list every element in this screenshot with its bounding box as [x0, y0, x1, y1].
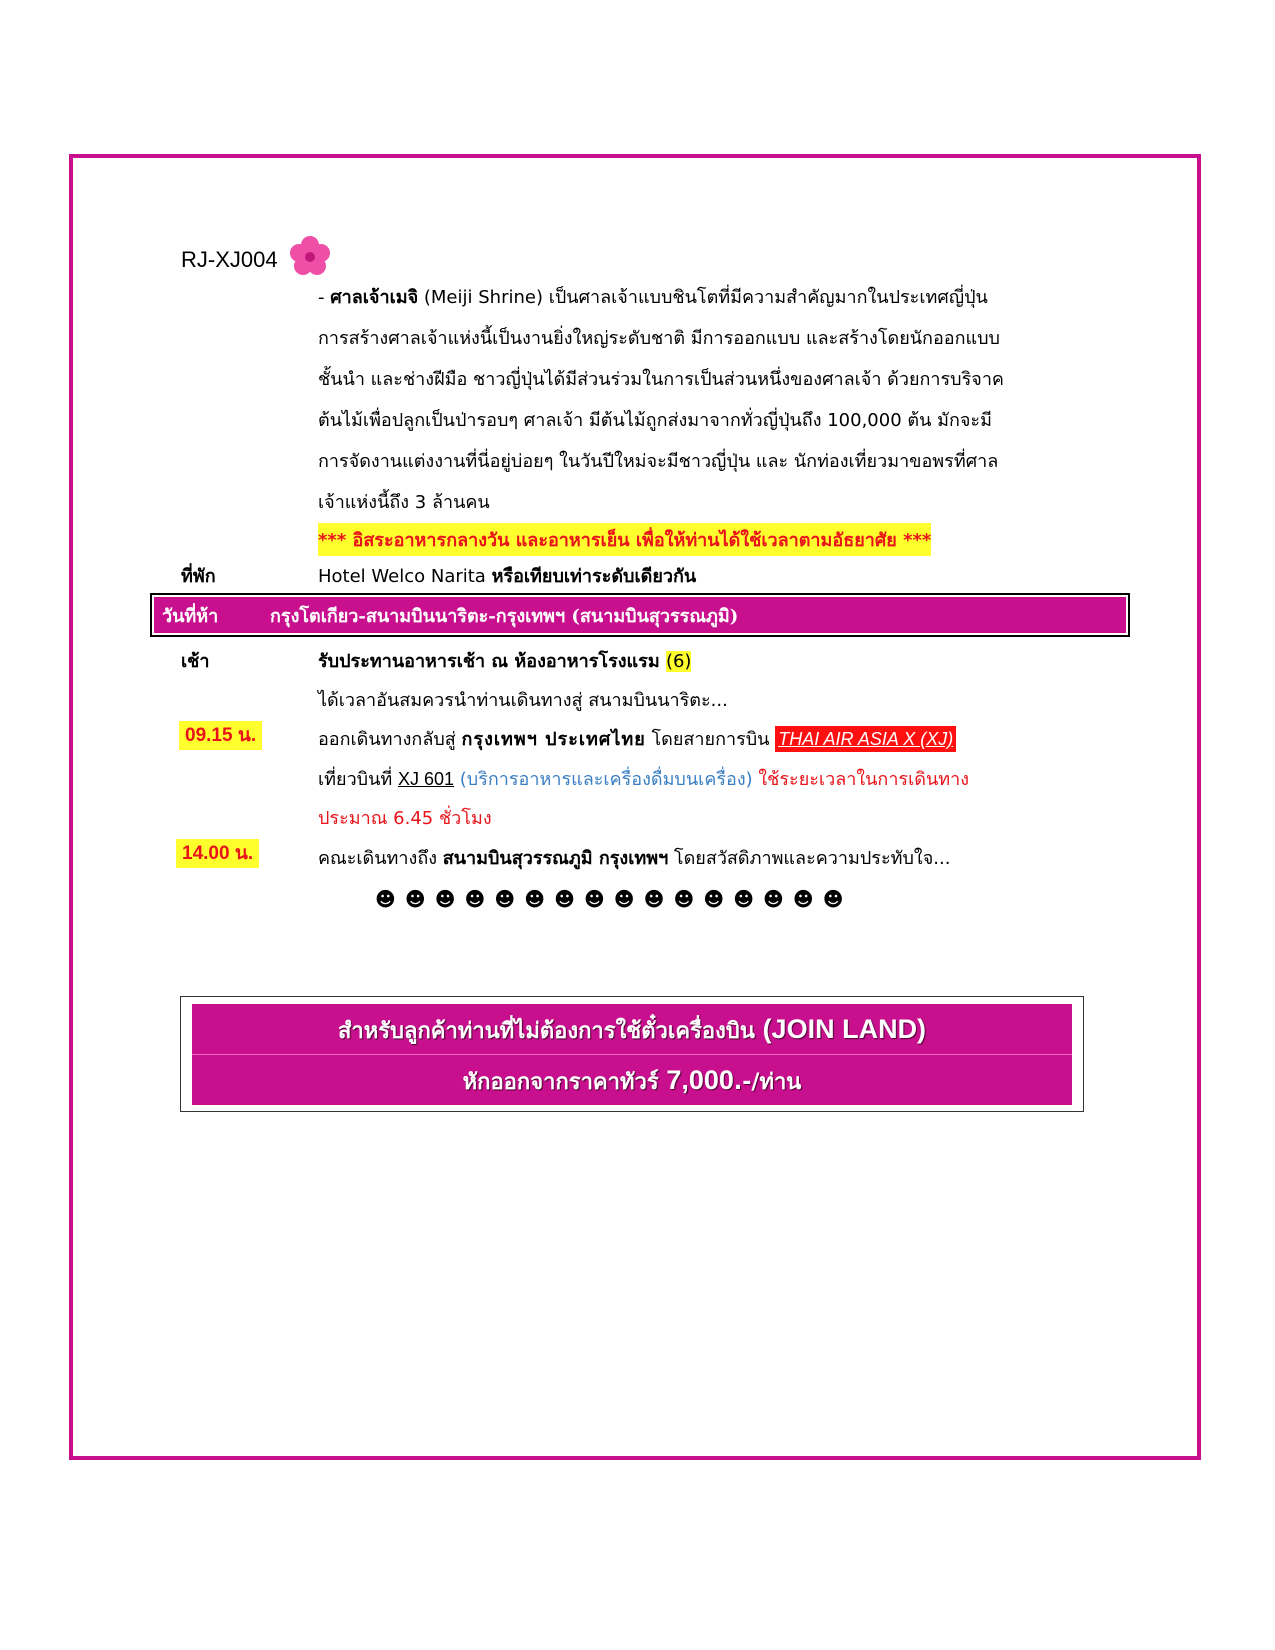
hotel-note: หรือเทียบเท่าระดับเดียวกัน: [491, 566, 697, 587]
flight-no-label: เที่ยวบินที่: [318, 769, 398, 790]
arrival-line: [318, 843, 950, 872]
flight-pre: ออกเดินทางกลับสู่: [318, 729, 462, 750]
price-label: หักออกจากราคาทัวร์: [462, 1070, 667, 1095]
price-suffix: .-/: [733, 1070, 760, 1095]
airline-name: THAI AIR ASIA X (XJ): [775, 726, 956, 752]
smiley-divider: ☻☻☻☻☻☻☻☻☻☻☻☻☻☻☻☻: [375, 887, 853, 911]
join-land-price: [192, 1054, 1072, 1105]
flight-time-wrap: [179, 720, 262, 750]
day-route: กรุงโตเกียว-สนามบินนาริตะ-กรุงเทพฯ (สนามบินสุวรรณภูมิ): [270, 605, 739, 627]
breakfast-meal-number: (6): [665, 651, 692, 672]
meiji-line: ต้นไม้เพื่อปลูกเป็นป่ารอบๆ ศาลเจ้า มีต้นไม้ถูกส่งมาจากทั่วญี่ปุ่นถึง 100,000 ต้น มักจะมี: [318, 410, 992, 431]
price-value: 7,000: [666, 1065, 734, 1095]
arrival-time-wrap: [176, 838, 259, 868]
breakfast-label: เช้า: [181, 651, 210, 672]
text-segment: (Meiji Shrine) เป็นศาลเจ้าแบบชินโตที่มีความสำคัญมากในประเทศญี่ปุ่น: [418, 287, 988, 308]
meiji-line: การสร้างศาลเจ้าแห่งนี้เป็นงานยิ่งใหญ่ระดับชาติ มีการออกแบบ และสร้างโดยนักออกแบบ: [318, 328, 1000, 349]
flight-service: (บริการอาหารและเครื่องดื่มบนเครื่อง): [454, 769, 753, 790]
price-unit: ท่าน: [759, 1070, 802, 1095]
breakfast-text: [318, 646, 691, 675]
join-land-label: (JOIN LAND): [762, 1014, 927, 1044]
join-land-box: [180, 996, 1084, 1112]
meiji-description: [318, 277, 1093, 523]
meiji-line: เจ้าแห่งนี้ถึง 3 ล้านคน: [318, 492, 490, 513]
hotel-name: Hotel Welco Narita: [318, 566, 492, 587]
flight-time: 09.15 น.: [179, 721, 262, 750]
arrival-place: สนามบินสุวรรณภูมิ กรุงเทพฯ: [442, 848, 669, 869]
flower-icon: [290, 236, 330, 276]
arrival-time: 14.00 น.: [176, 839, 259, 868]
free-meal-note: *** อิสระอาหารกลางวัน และอาหารเย็น เพื่อให้ท่านได้ใช้เวลาตามอัธยาศัย ***: [318, 523, 931, 556]
arrival-post: โดยสวัสดิภาพและความประทับใจ...: [668, 848, 951, 869]
flight-line-2: [318, 764, 969, 793]
day-header-bar: [154, 597, 1126, 633]
join-land-title: [192, 1004, 1072, 1054]
flight-destination: กรุงเทพฯ ประเทศไทย: [461, 729, 646, 750]
depart-note: ได้เวลาอันสมควรนำท่านเดินทางสู่ สนามบินนาริตะ...: [318, 690, 728, 711]
hotel-info: [318, 561, 696, 590]
flight-duration-b: ประมาณ 6.45 ชั่วโมง: [318, 808, 492, 829]
breakfast-desc: รับประทานอาหารเช้า ณ ห้องอาหารโรงแรม: [318, 651, 666, 672]
hotel-label: ที่พัก: [181, 566, 216, 587]
flight-mid: โดยสายการบิน: [645, 729, 776, 750]
arrival-pre: คณะเดินทางถึง: [318, 848, 443, 869]
meiji-line: [318, 277, 1093, 318]
tour-code: RJ-XJ004: [181, 247, 278, 272]
flight-duration-a: ใช้ระยะเวลาในการเดินทาง: [752, 769, 970, 790]
day-header: [150, 593, 1130, 637]
day-label: วันที่ห้า: [162, 605, 219, 627]
meiji-line: ชั้นนำ และช่างฝีมือ ชาวญี่ปุ่นได้มีส่วนร่วมในการเป็นส่วนหนึ่งของศาลเจ้า ด้วยการบริจาค: [318, 369, 1004, 390]
meiji-line: การจัดงานแต่งงานที่นี่อยู่บ่อยๆ ในวันปีใหม่จะมีชาวญี่ปุ่น และ นักท่องเที่ยวมาขอพรที่ศาล: [318, 451, 999, 472]
join-land-text: สำหรับลูกค้าท่านที่ไม่ต้องการใช้ตั๋วเครื่องบิน: [337, 1019, 763, 1044]
flight-number: XJ 601: [398, 769, 455, 789]
flight-line-1: [318, 724, 956, 753]
meiji-name: ศาลเจ้าเมจิ: [330, 287, 419, 308]
text-dash: -: [318, 287, 331, 308]
